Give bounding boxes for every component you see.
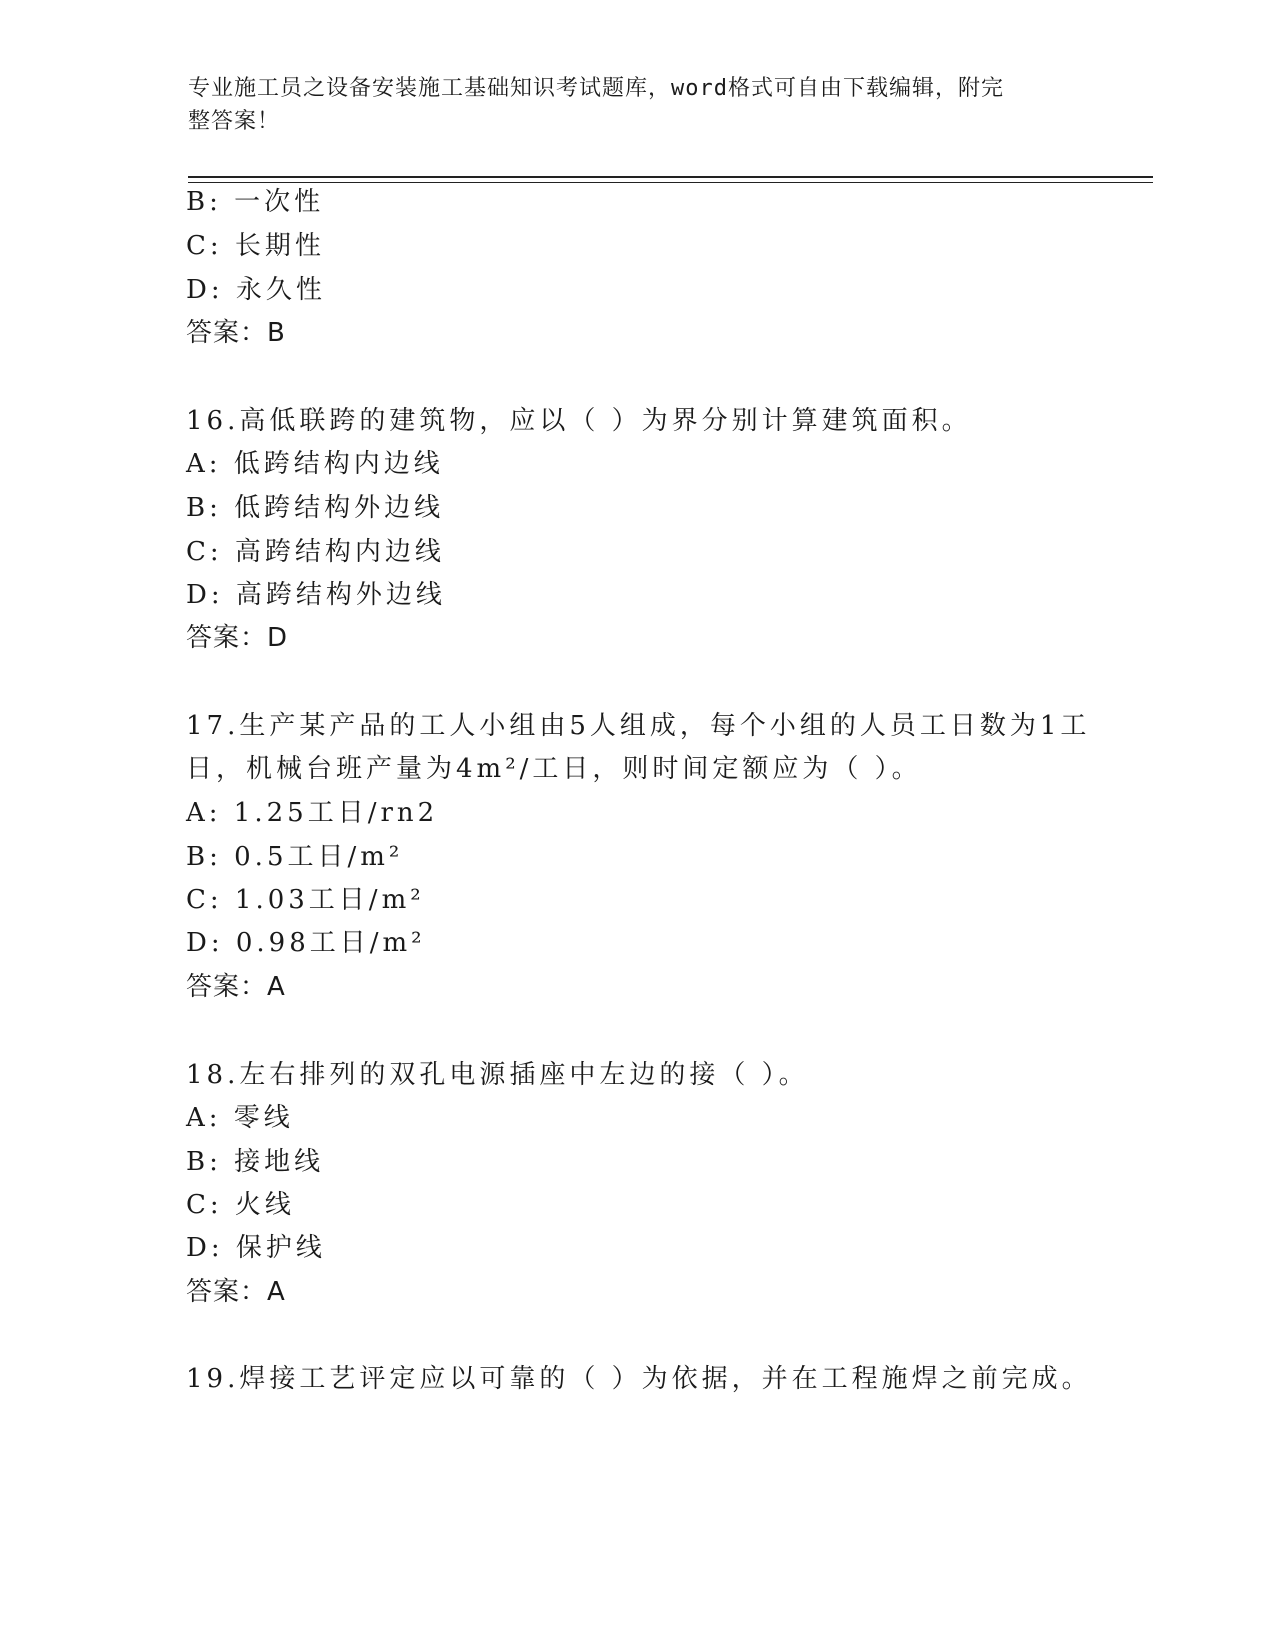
option-line: A: 零线: [186, 1103, 294, 1133]
answer-line: 答案：A: [186, 972, 286, 1002]
answer-line: 答案：A: [186, 1277, 286, 1307]
option-line: C: 1.03工日/m²: [186, 885, 425, 915]
option-line: B: 接地线: [186, 1147, 325, 1177]
header-line-2: 整答案！: [188, 109, 281, 134]
document-header: [188, 72, 1068, 138]
option-line: C: 长期性: [186, 231, 325, 261]
answer-line: 答案：D: [186, 623, 289, 653]
question-line: 19.焊接工艺评定应以可靠的（ ）为依据，并在工程施焊之前完成。: [186, 1364, 1092, 1394]
option-line: D: 保护线: [186, 1233, 326, 1263]
option-line: A: 低跨结构内边线: [186, 449, 444, 479]
option-line: C: 火线: [186, 1190, 295, 1220]
question-line: 18.左右排列的双孔电源插座中左边的接（ ）。: [186, 1060, 809, 1090]
answer-line: 答案：B: [186, 318, 286, 348]
option-line: D: 0.98工日/m²: [186, 928, 426, 958]
question-line: 16.高低联跨的建筑物，应以（ ）为界分别计算建筑面积。: [186, 406, 972, 436]
option-line: D: 永久性: [186, 275, 326, 305]
question-line: 17.生产某产品的工人小组由5人组成，每个小组的人员工日数为1工: [186, 711, 1091, 741]
option-line: B: 一次性: [186, 187, 325, 217]
option-line: A: 1.25工日/rn2: [186, 798, 439, 828]
option-line: C: 高跨结构内边线: [186, 537, 445, 567]
option-line: B: 低跨结构外边线: [186, 493, 445, 523]
option-line: D: 高跨结构外边线: [186, 580, 446, 610]
option-line: B: 0.5工日/m²: [186, 842, 404, 872]
header-divider-thin: [188, 182, 1153, 183]
header-line-1: 专业施工员之设备安装施工基础知识考试题库，word格式可自由下载编辑，附完: [188, 76, 1004, 101]
header-divider-thick: [188, 176, 1153, 178]
question-line: 日，机械台班产量为4m²/工日，则时间定额应为（ ）。: [186, 754, 922, 784]
